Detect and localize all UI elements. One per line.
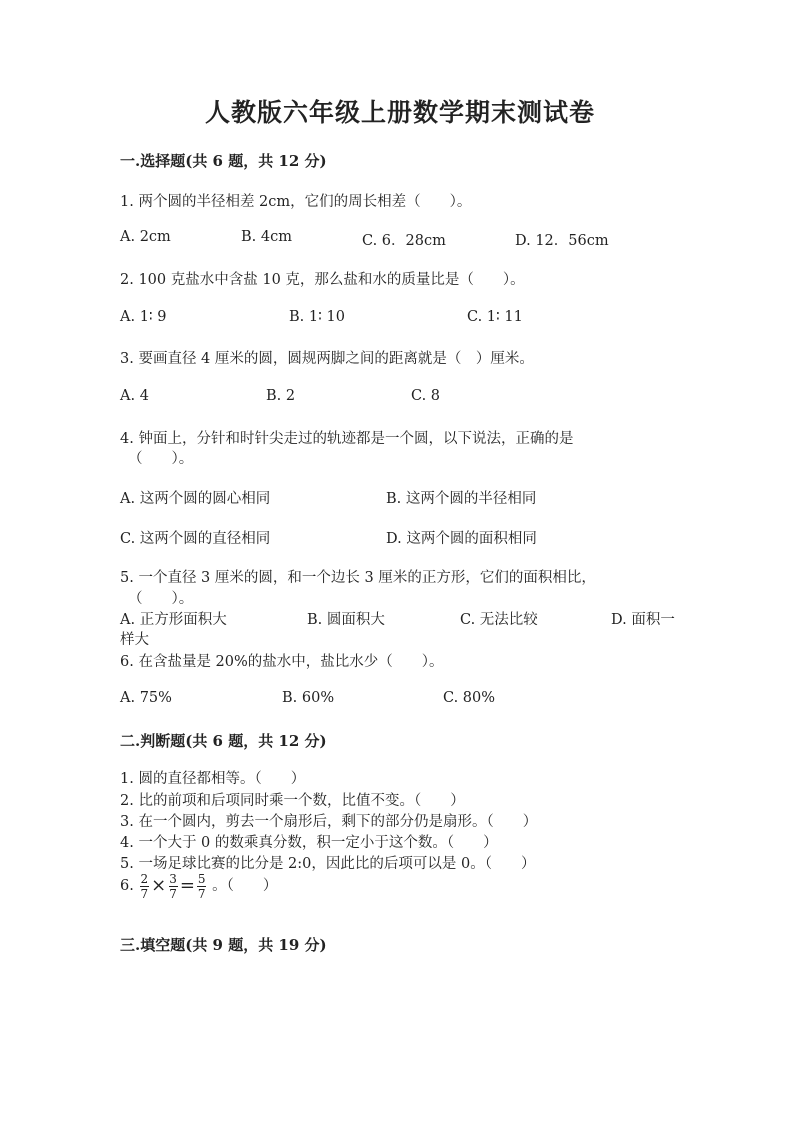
question-1-4-line1: 4. 钟面上，分针和时针尖走过的轨迹都是一个圆，以下说法，正确的是: [120, 431, 574, 447]
judge-item-2: 2. 比的前项和后项同时乘一个数，比值不变。（ ）: [120, 793, 465, 809]
judge-item-1: 1. 圆的直径都相等。（ ）: [120, 771, 306, 787]
question-1-1: 1. 两个圆的半径相差 2cm，它们的周长相差（ ）。: [120, 194, 472, 210]
fraction-2: [168, 873, 178, 900]
q6-option-b: B. 60%: [282, 690, 335, 706]
q5-option-a: A. 正方形面积大: [120, 612, 227, 628]
judge-item-3: 3. 在一个圆内，剪去一个扇形后，剩下的部分仍是扇形。（ ）: [120, 814, 538, 830]
question-1-4-line2: （ ）。: [128, 451, 194, 467]
q1-option-a: A. 2cm: [120, 229, 171, 245]
question-1-5-line2: （ ）。: [128, 591, 194, 607]
q3-option-b: B. 2: [266, 388, 296, 404]
q5-option-d: D. 面积一: [611, 612, 675, 628]
q5-option-b: B. 圆面积大: [307, 612, 385, 628]
q5-option-d-wrap: 样大: [120, 632, 149, 648]
section-1-heading: 一.选择题(共 6 题，共 12 分): [120, 152, 327, 170]
q4-option-d: D. 这两个圆的面积相同: [386, 531, 537, 547]
judge-item-5: 5. 一场足球比赛的比分是 2:0，因此比的后项可以是 0。（ ）: [120, 856, 536, 872]
question-1-2: 2. 100 克盐水中含盐 10 克，那么盐和水的质量比是（ ）。: [120, 272, 525, 288]
page-title: 人教版六年级上册数学期末测试卷: [204, 98, 595, 127]
judge-item-4: 4. 一个大于 0 的数乘真分数，积一定小于这个数。（ ）: [120, 835, 498, 851]
judge-item-6-prefix: 6.: [120, 878, 134, 894]
fraction-2-numerator: 3: [169, 871, 177, 886]
q5-option-c: C. 无法比较: [460, 612, 538, 628]
judge-item-6-suffix: 。（ ）: [212, 878, 278, 894]
q3-option-a: A. 4: [120, 388, 149, 404]
q2-option-c: C. 1∶ 11: [467, 309, 523, 325]
fraction-1: [139, 873, 149, 900]
q1-option-c: C. 6．28cm: [362, 233, 446, 249]
question-1-3: 3. 要画直径 4 厘米的圆，圆规两脚之间的距离就是（ ）厘米。: [120, 351, 534, 367]
times-sign: ×: [151, 875, 167, 896]
q1-option-d: D. 12．56cm: [515, 233, 609, 249]
fraction-3-denominator: 7: [197, 886, 206, 901]
equals-sign: =: [179, 875, 195, 896]
q6-option-a: A. 75%: [120, 690, 172, 706]
q4-option-b: B. 这两个圆的半径相同: [386, 491, 537, 507]
q2-option-b: B. 1∶ 10: [289, 309, 345, 325]
q6-option-c: C. 80%: [443, 690, 496, 706]
q2-option-a: A. 1∶ 9: [120, 309, 167, 325]
q4-option-a: A. 这两个圆的圆心相同: [120, 491, 271, 507]
fraction-3-numerator: 5: [197, 871, 206, 886]
question-1-6: 6. 在含盐量是 20%的盐水中，盐比水少（ ）。: [120, 654, 444, 670]
q1-option-b: B. 4cm: [241, 229, 292, 245]
judge-item-6: [120, 871, 277, 901]
question-1-5-line1: 5. 一个直径 3 厘米的圆，和一个边长 3 厘米的正方形，它们的面积相比，: [120, 570, 596, 586]
fraction-1-numerator: 2: [140, 871, 149, 886]
fraction-2-denominator: 7: [169, 886, 177, 901]
section-3-heading: 三.填空题(共 9 题，共 19 分): [120, 936, 327, 954]
fraction-3: [197, 873, 207, 900]
section-2-heading: 二.判断题(共 6 题，共 12 分): [120, 732, 327, 750]
q4-option-c: C. 这两个圆的直径相同: [120, 531, 271, 547]
q3-option-c: C. 8: [411, 388, 441, 404]
fraction-1-denominator: 7: [140, 886, 149, 901]
